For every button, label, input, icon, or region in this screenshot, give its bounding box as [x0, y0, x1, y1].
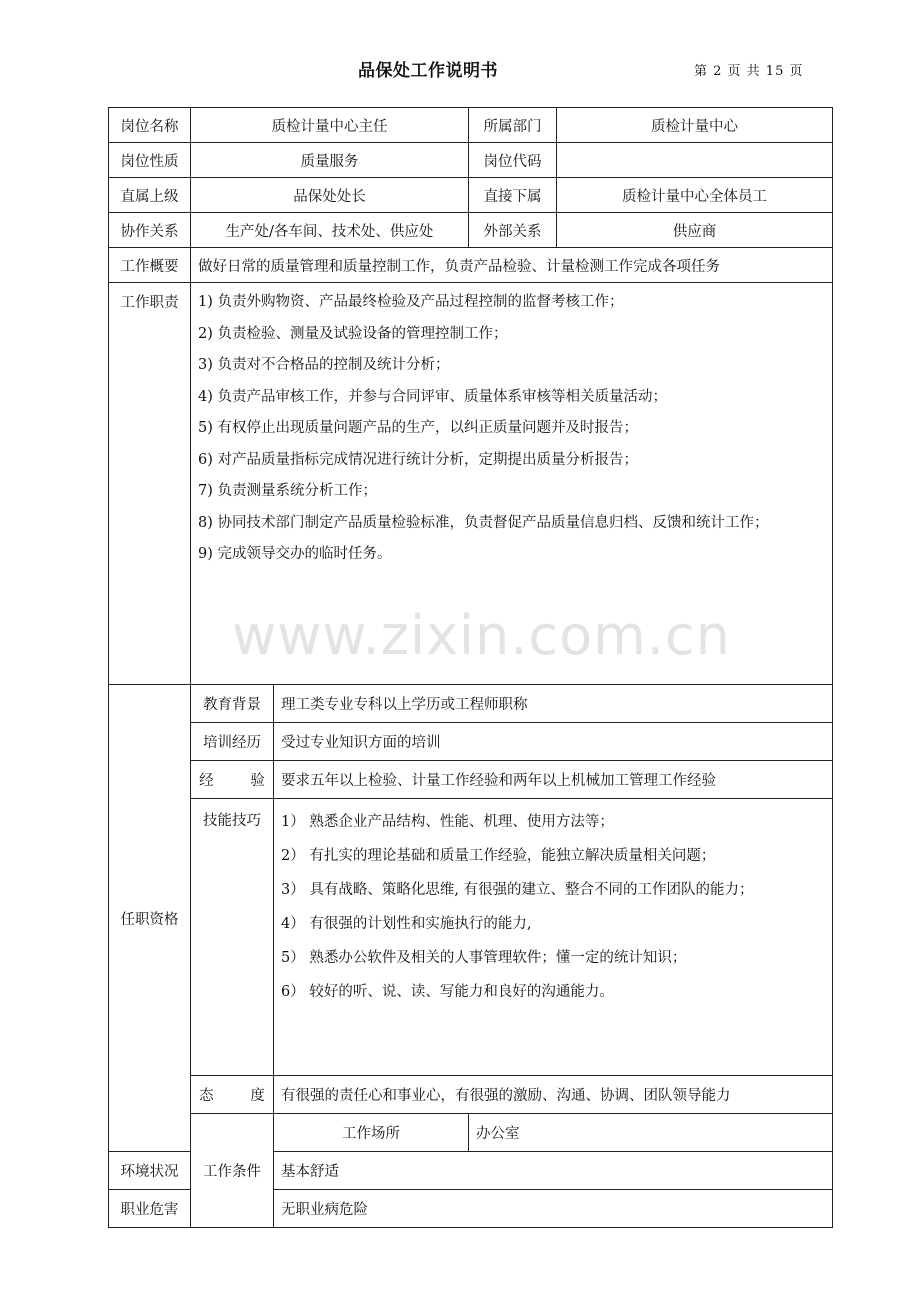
department-label: 所属部门 — [469, 108, 557, 143]
environment-value: 基本舒适 — [274, 1152, 833, 1190]
hazard-value: 无职业病危险 — [274, 1190, 833, 1228]
table-row — [109, 723, 833, 761]
duties-list — [198, 287, 825, 571]
experience-value: 要求五年以上检验、计量工作经验和两年以上机械加工管理工作经验 — [274, 761, 833, 799]
page-number: 第 2 页 共 15 页 — [694, 64, 804, 79]
skills-label: 技能技巧 — [191, 799, 274, 1076]
list-item: 5) 有权停止出现质量问题产品的生产，以纠正质量问题并及时报告； — [198, 420, 638, 436]
position-name-value: 质检计量中心主任 — [191, 108, 469, 143]
direct-superior-label: 直属上级 — [109, 178, 191, 213]
collaboration-value: 生产处/各车间、技术处、供应处 — [191, 213, 469, 248]
experience-label: 经 验 — [191, 761, 274, 799]
hazard-label: 职业危害 — [109, 1190, 191, 1228]
training-label: 培训经历 — [191, 723, 274, 761]
table-row — [109, 108, 833, 143]
list-item: 4） 有很强的计划性和实施执行的能力, — [281, 916, 532, 932]
watermark-text: www.zixin.com.cn — [232, 604, 731, 667]
position-code-value — [557, 143, 833, 178]
list-item: 6) 对产品质量指标完成情况进行统计分析，定期提出质量分析报告； — [198, 451, 638, 468]
direct-subordinate-value: 质检计量中心全体员工 — [557, 178, 833, 213]
education-value: 理工类专业专科以上学历或工程师职称 — [274, 685, 833, 723]
list-item: 5） 熟悉办公软件及相关的人事管理软件；懂一定的统计知识； — [281, 950, 687, 966]
list-item: 2) 负责检验、测量及试验设备的管理控制工作； — [198, 325, 508, 342]
list-item: 3） 具有战略、策略化思维, 有很强的建立、整合不同的工作团队的能力； — [281, 882, 754, 898]
list-item: 2） 有扎实的理论基础和质量工作经验，能独立解决质量相关问题； — [281, 848, 716, 864]
skills-cell — [274, 799, 833, 1076]
collaboration-label: 协作关系 — [109, 213, 191, 248]
duties-cell — [191, 283, 833, 685]
position-code-label: 岗位代码 — [469, 143, 557, 178]
external-relations-label: 外部关系 — [469, 213, 557, 248]
table-row — [109, 213, 833, 248]
position-nature-value: 质量服务 — [191, 143, 469, 178]
table-row — [109, 1076, 833, 1114]
table-row — [109, 283, 833, 685]
table-row — [109, 761, 833, 799]
list-item: 1） 熟悉企业产品结构、性能、机理、使用方法等； — [281, 814, 614, 830]
table-row — [109, 799, 833, 1076]
education-label: 教育背景 — [191, 685, 274, 723]
table-row — [109, 1114, 833, 1152]
skills-list — [281, 805, 825, 1009]
list-item: 8) 协同技术部门制定产品质量检验标准，负责督促产品质量信息归档、反馈和统计工作； — [198, 514, 769, 531]
workplace-value: 办公室 — [469, 1114, 833, 1152]
overview-label: 工作概要 — [109, 248, 191, 283]
table-row — [109, 143, 833, 178]
list-item: 3) 负责对不合格品的控制及统计分析； — [198, 357, 450, 373]
position-name-label: 岗位名称 — [109, 108, 191, 143]
department-value: 质检计量中心 — [557, 108, 833, 143]
position-nature-label: 岗位性质 — [109, 143, 191, 178]
conditions-label: 工作条件 — [191, 1114, 274, 1228]
list-item: 9) 完成领导交办的临时任务。 — [198, 546, 392, 562]
list-item: 7) 负责测量系统分析工作； — [198, 483, 377, 499]
job-description-table — [108, 107, 833, 1228]
workplace-label: 工作场所 — [274, 1114, 469, 1152]
table-row — [109, 178, 833, 213]
list-item: 4) 负责产品审核工作，并参与合同评审、质量体系审核等相关质量活动； — [198, 388, 667, 405]
environment-label: 环境状况 — [109, 1152, 191, 1190]
list-item: 6） 较好的听、说、读、写能力和良好的沟通能力。 — [281, 984, 614, 1000]
document-title: 品保处工作说明书 — [358, 61, 498, 81]
table-row — [109, 248, 833, 283]
external-relations-value: 供应商 — [557, 213, 833, 248]
list-item: 1) 负责外购物资、产品最终检验及产品过程控制的监督考核工作； — [198, 294, 624, 310]
qualifications-label: 任职资格 — [109, 685, 191, 1152]
training-value: 受过专业知识方面的培训 — [274, 723, 833, 761]
overview-text: 做好日常的质量管理和质量控制工作，负责产品检验、计量检测工作完成各项任务 — [191, 248, 833, 283]
table-row — [109, 685, 833, 723]
attitude-value: 有很强的责任心和事业心，有很强的激励、沟通、协调、团队领导能力 — [274, 1076, 833, 1114]
attitude-label: 态 度 — [191, 1076, 274, 1114]
direct-superior-value: 品保处处长 — [191, 178, 469, 213]
direct-subordinate-label: 直接下属 — [469, 178, 557, 213]
duties-label: 工作职责 — [109, 283, 191, 685]
